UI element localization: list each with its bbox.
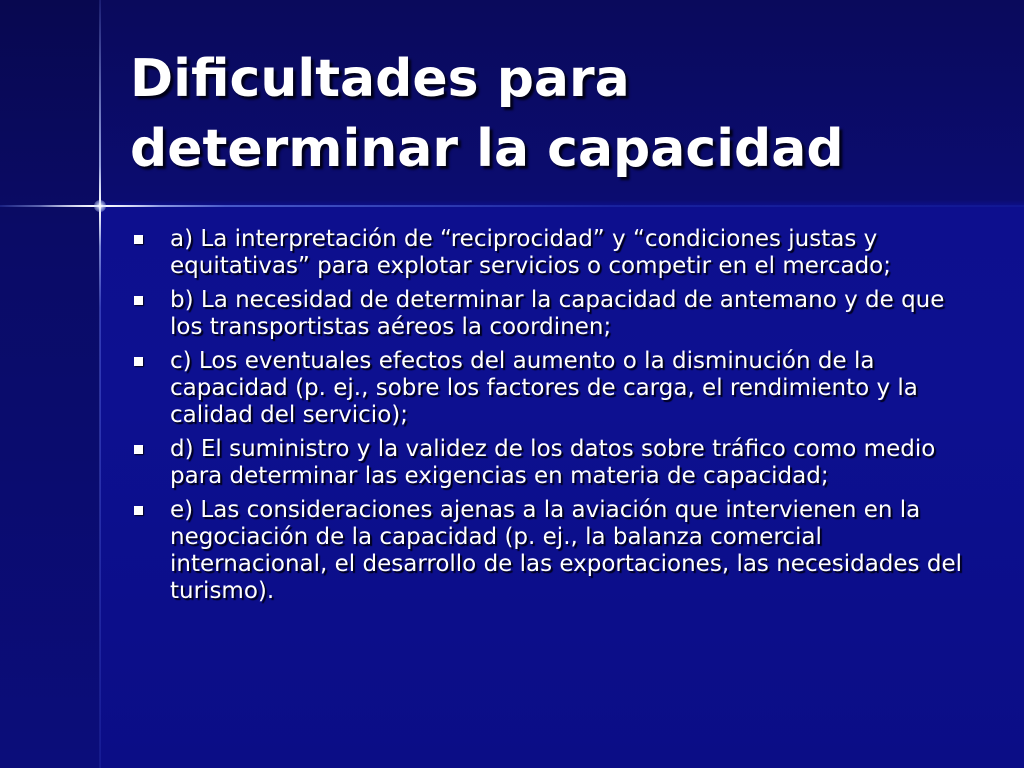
bullet-item-c [130, 348, 980, 429]
square-bullet-icon [134, 235, 143, 244]
bullet-text: c) Los eventuales efectos del aumento o la disminución de la capacidad (p. ej., sobre los factores de carga, el rendimiento y la calidad del servicio); [170, 348, 918, 428]
square-bullet-icon [134, 296, 143, 305]
title-line-2: determinar la capacidad [130, 119, 844, 179]
square-bullet-icon [134, 506, 143, 515]
bullet-item-b [130, 287, 980, 341]
square-bullet-icon [134, 445, 143, 454]
bullet-item-e [130, 497, 980, 605]
bullet-text: d) El suministro y la validez de los datos sobre tráfico como medio para determinar las exigencias en materia de capacidad; [170, 436, 936, 489]
slide-title [130, 44, 990, 184]
square-bullet-icon [134, 357, 143, 366]
left-band-decoration [0, 0, 100, 768]
vertical-accent-line [99, 0, 101, 768]
title-line-1: Dificultades para [130, 49, 630, 109]
bullet-item-d [130, 436, 980, 490]
bullet-text: e) Las consideraciones ajenas a la aviación que intervienen en la negociación de la capacidad (p. ej., la balanza comercial internacional, el desarrollo de las exportaciones, las necesidades del turismo). [170, 497, 962, 604]
bullet-item-a [130, 226, 980, 280]
bullet-list [130, 226, 980, 612]
bullet-text: a) La interpretación de “reciprocidad” y “condiciones justas y equitativas” para explotar servicios o competir en el mercado; [170, 226, 891, 279]
bullet-text: b) La necesidad de determinar la capacidad de antemano y de que los transportistas aéreos la coordinen; [170, 287, 945, 340]
